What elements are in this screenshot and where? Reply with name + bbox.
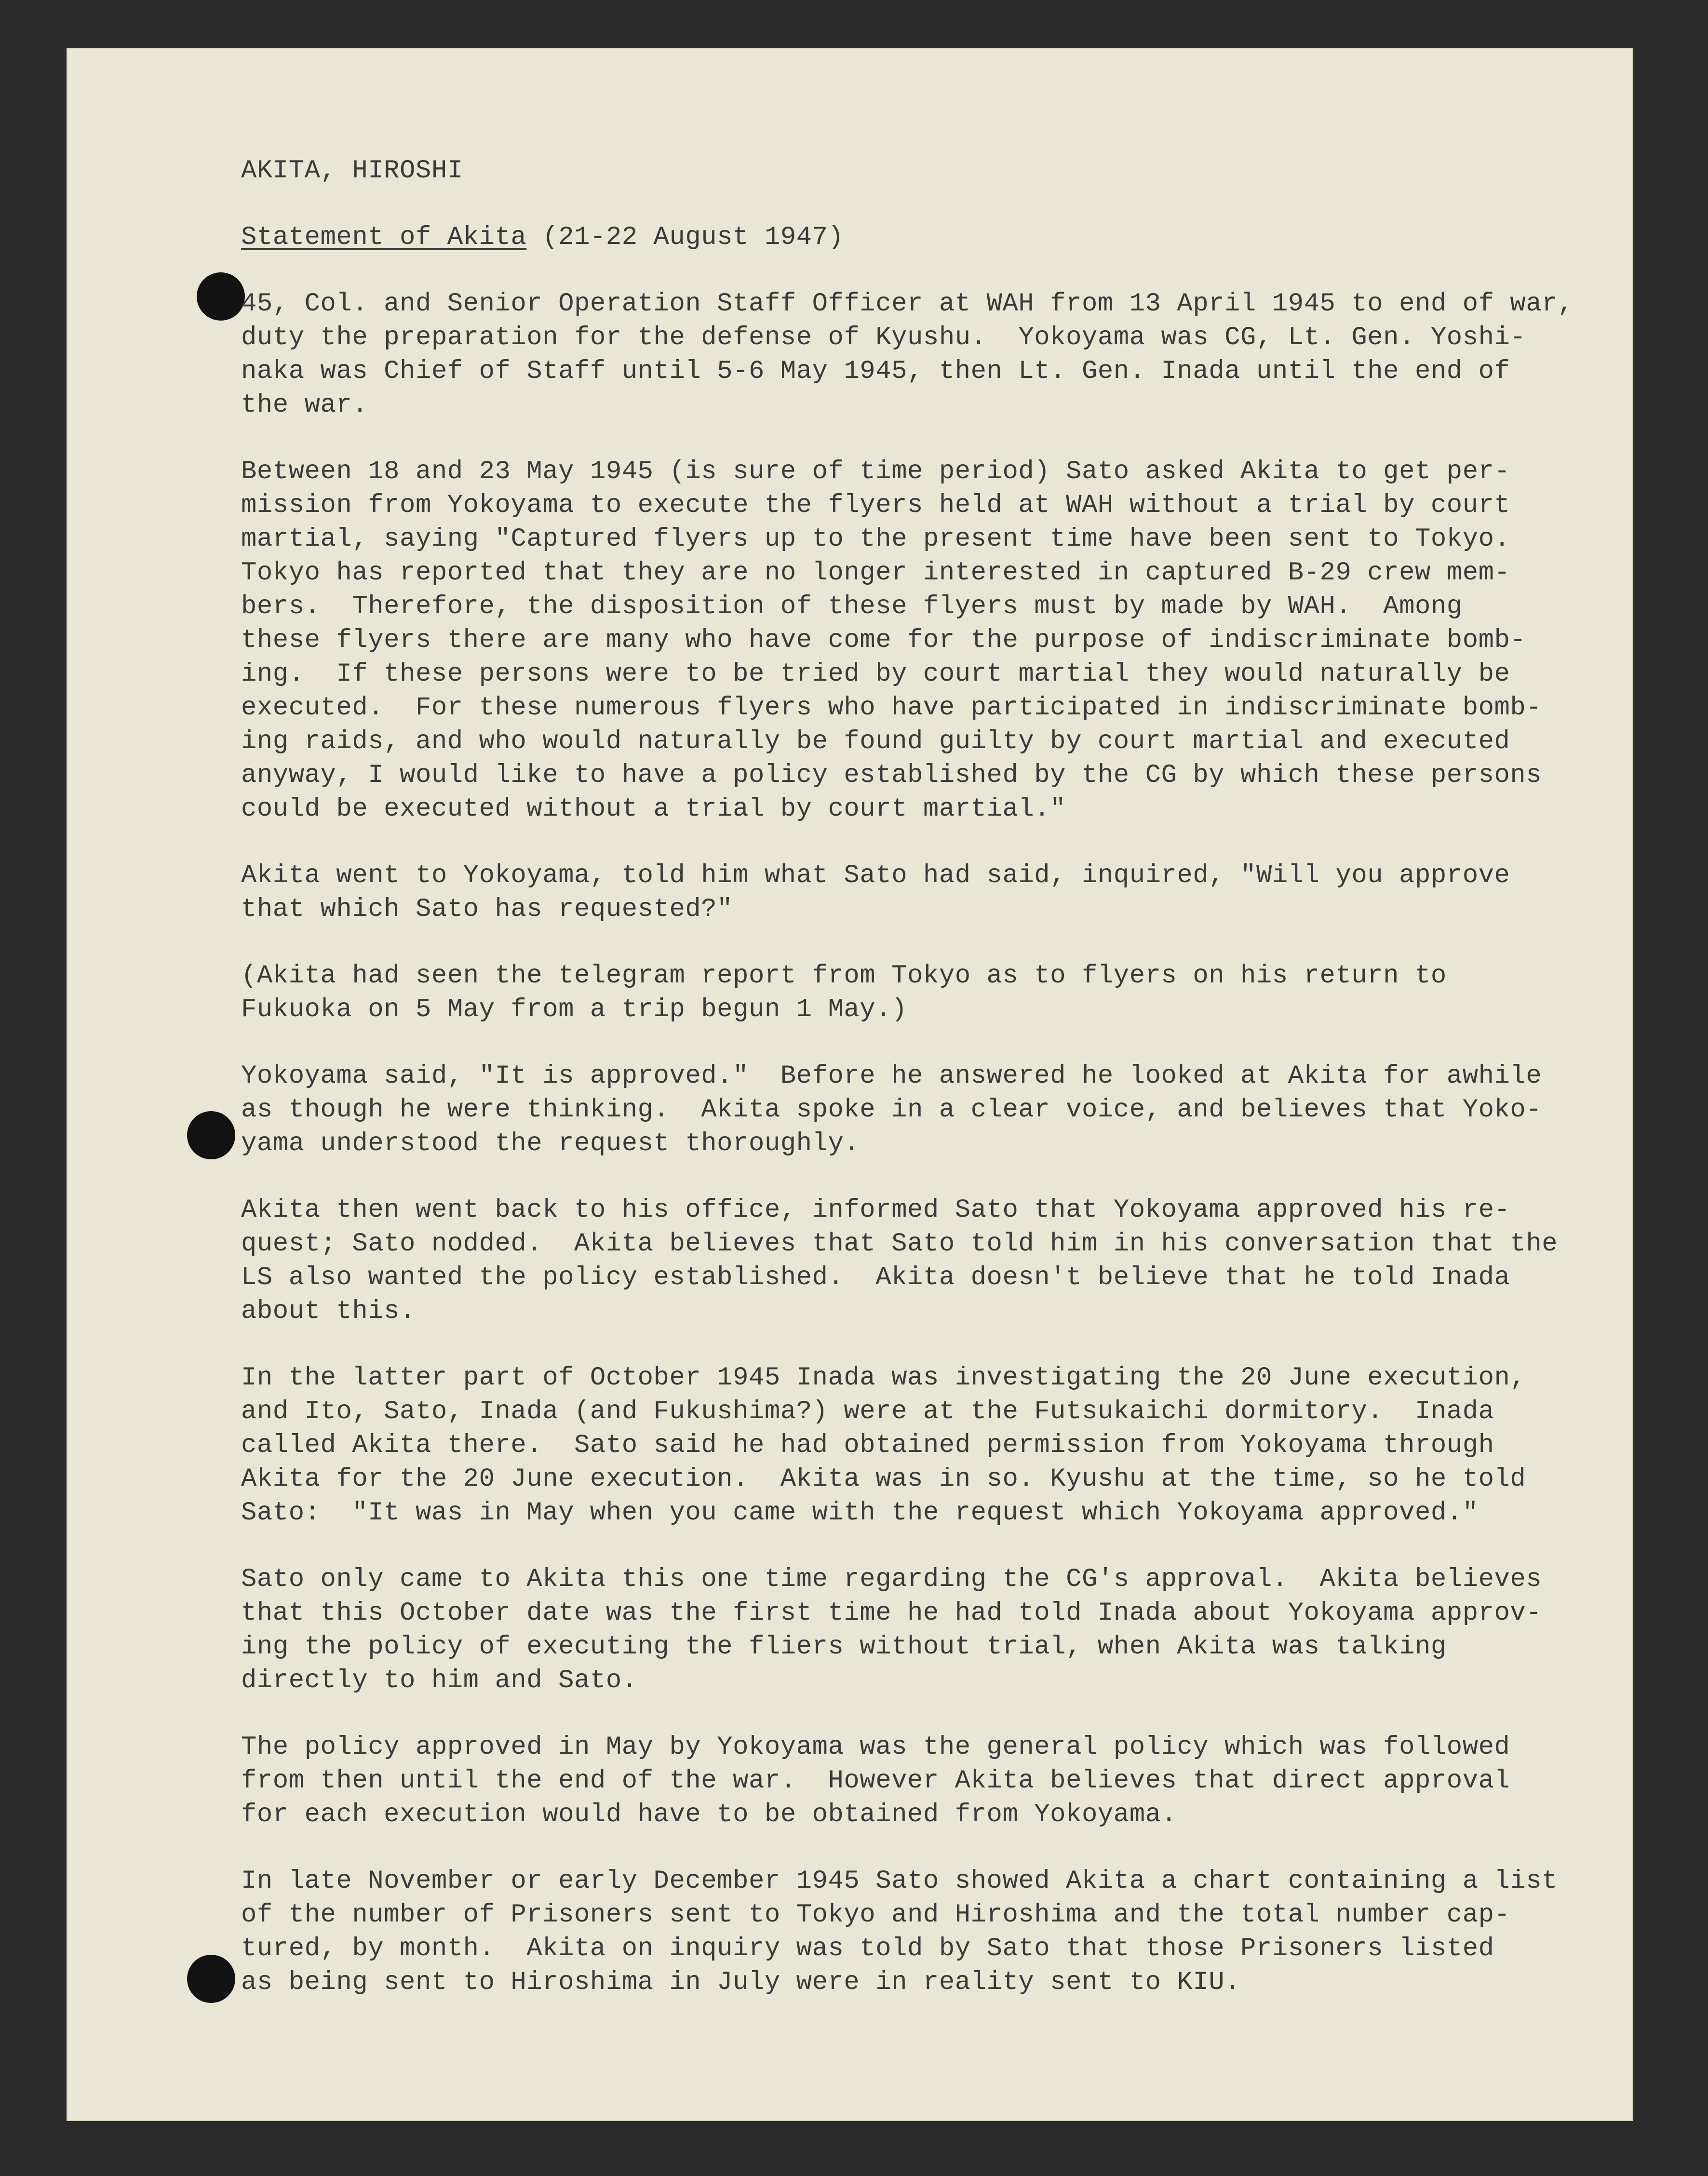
paragraph-line: quest; Sato nodded. Akita believes that Sato told him in his conversation that the [241,1229,1558,1259]
statement-date: (21-22 August 1947) [526,223,844,252]
paragraph [241,1060,1625,1161]
paragraph-line: of the number of Prisoners sent to Tokyo and Hiroshima and the total number cap- [241,1900,1510,1930]
paragraph-line: directly to him and Sato. [241,1666,638,1695]
paragraph-line: called Akita there. Sato said he had obtained permission from Yokoyama through [241,1431,1494,1460]
paragraph-line: from then until the end of the war. However Akita believes that direct approval [241,1766,1510,1796]
paragraph-line: ing the policy of executing the fliers without trial, when Akita was talking [241,1632,1447,1662]
paragraph-line: In late November or early December 1945 Sato showed Akita a chart containing a list [241,1867,1558,1896]
paragraph-line: yama understood the request thoroughly. [241,1129,860,1158]
paragraph-line: tured, by month. Akita on inquiry was told by Sato that those Prisoners listed [241,1934,1494,1963]
paragraph [241,1361,1625,1530]
paragraph-line: Akita then went back to his office, informed Sato that Yokoyama approved his re- [241,1195,1510,1225]
paragraph-line: the war. [241,390,368,420]
paragraph [241,859,1625,927]
paragraph-line: as though he were thinking. Akita spoke in a clear voice, and believes that Yoko- [241,1095,1542,1125]
paragraph-line: that this October date was the first time he had told Inada about Yokoyama approv- [241,1598,1542,1628]
paragraph-line: Sato only came to Akita this one time regarding the CG's approval. Akita believes [241,1565,1542,1594]
paragraph-line: martial, saying "Captured flyers up to the present time have been sent to Tokyo. [241,524,1510,554]
paragraph-line: bers. Therefore, the disposition of these flyers must by made by WAH. Among [241,592,1463,621]
paragraph-line: Sato: "It was in May when you came with the request which Yokoyama approved." [241,1498,1479,1528]
paragraph-line: Akita for the 20 June execution. Akita was in so. Kyushu at the time, so he told [241,1464,1526,1494]
paragraph-line: anyway, I would like to have a policy established by the CG by which these persons [241,761,1542,790]
paragraph [241,959,1625,1027]
paragraph-line: Yokoyama said, "It is approved." Before he answered he looked at Akita for awhile [241,1061,1542,1091]
punch-hole [197,272,245,321]
paragraph-line: Between 18 and 23 May 1945 (is sure of time period) Sato asked Akita to get per- [241,457,1510,486]
paragraph [241,287,1625,422]
punch-hole [187,1955,235,2003]
paragraph-line: duty the preparation for the defense of Kyushu. Yokoyama was CG, Lt. Gen. Yoshi- [241,323,1526,352]
paragraph-line: could be executed without a trial by court martial." [241,794,1066,824]
paragraph-line: LS also wanted the policy established. Akita doesn't believe that he told Inada [241,1263,1510,1292]
paragraph-line: mission from Yokoyama to execute the flyers held at WAH without a trial by court [241,491,1510,520]
paragraph [241,1731,1625,1832]
paragraph-line: as being sent to Hiroshima in July were in reality sent to KIU. [241,1968,1241,1997]
paragraph-line: ing. If these persons were to be tried by court martial they would naturally be [241,659,1510,689]
statement-paragraphs [241,287,1625,2000]
paragraph-line: naka was Chief of Staff until 5-6 May 1945, then Lt. Gen. Inada until the end of [241,357,1510,386]
punch-hole [187,1111,235,1159]
paragraph-line: Fukuoka on 5 May from a trip begun 1 May.) [241,995,908,1024]
paragraph-line: about this. [241,1297,416,1326]
paragraph-line: 45, Col. and Senior Operation Staff Officer at WAH from 13 April 1945 to end of war, [241,289,1574,319]
document-body [241,154,1625,2000]
paragraph-line: ing raids, and who would naturally be found guilty by court martial and executed [241,727,1510,756]
paragraph [241,1194,1625,1329]
paragraph-line: and Ito, Sato, Inada (and Fukushima?) were at the Futsukaichi dormitory. Inada [241,1397,1494,1426]
statement-title: Statement of Akita [241,223,527,252]
document-heading: AKITA, HIROSHI [241,156,463,186]
paragraph-line: executed. For these numerous flyers who have participated in indiscriminate bomb- [241,693,1542,723]
statement-title-line [241,221,1625,255]
paragraph [241,455,1625,826]
paragraph-line: In the latter part of October 1945 Inada was investigating the 20 June execution, [241,1363,1526,1393]
paragraph-line: (Akita had seen the telegram report from Tokyo as to flyers on his return to [241,961,1447,991]
paragraph-line: for each execution would have to be obtained from Yokoyama. [241,1800,1177,1829]
paragraph-line: Akita went to Yokoyama, told him what Sato had said, inquired, "Will you approve [241,861,1510,890]
paragraph [241,1865,1625,2000]
paragraph [241,1563,1625,1698]
paragraph-line: Tokyo has reported that they are no longer interested in captured B-29 crew mem- [241,558,1510,588]
paragraph-line: The policy approved in May by Yokoyama was the general policy which was followed [241,1733,1510,1762]
paragraph-line: these flyers there are many who have come for the purpose of indiscriminate bomb- [241,626,1526,655]
paragraph-line: that which Sato has requested?" [241,895,733,924]
